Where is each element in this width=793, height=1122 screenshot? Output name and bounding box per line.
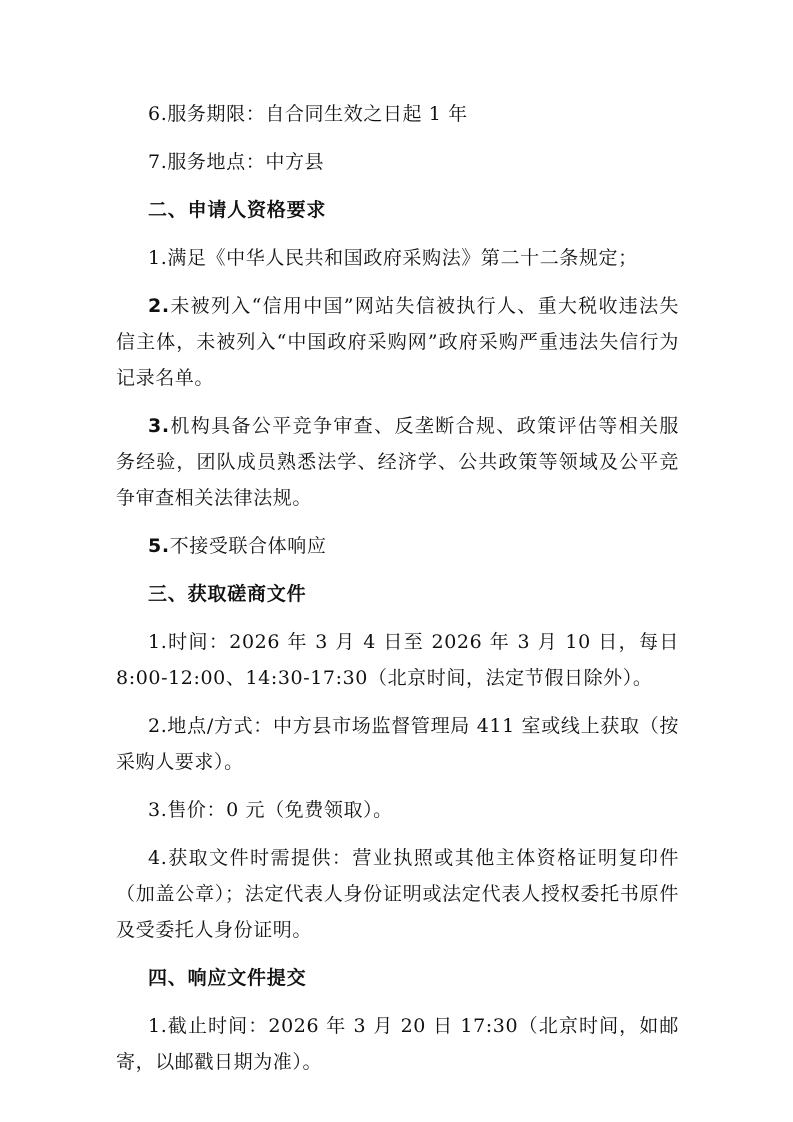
item-number: 3. — [148, 415, 170, 437]
obtain-place-value: 中方县市场监督管理局 411 室或线上获取（按采购人要求）。 — [116, 715, 679, 773]
document-body — [116, 96, 679, 1092]
section-heading-qualifications: 二、申请人资格要求 — [148, 199, 327, 221]
section-heading-obtain-documents: 三、获取磋商文件 — [148, 583, 307, 605]
section-heading-submission: 四、响应文件提交 — [148, 967, 307, 989]
required-docs-label: 4.获取文件时需提供： — [148, 847, 353, 869]
item-number: 5. — [148, 535, 170, 557]
service-period-value: 自合同生效之日起 1 年 — [265, 103, 468, 125]
obtain-place-label: 2.地点/方式： — [148, 715, 274, 737]
obtain-time-value: 2026 年 3 月 4 日至 2026 年 3 月 10 日，每日 8:00-12:00、14:30-17:30（北京时间，法定节假日除外）。 — [116, 631, 679, 689]
service-location-value: 中方县 — [265, 151, 325, 173]
required-docs-value: 营业执照或其他主体资格证明复印件（加盖公章）；法定代表人身份证明或法定代表人授权委托书原件及受委托人身份证明。 — [116, 847, 680, 941]
deadline-value: 2026 年 3 月 20 日 17:30（北京时间，如邮寄，以邮戳日期为准）。 — [116, 1015, 679, 1073]
deadline-line — [116, 1008, 679, 1080]
item-text: 未被列入“信用中国”网站失信被执行人、重大税收违法失信主体，未被列入“中国政府采购网”政府采购严重违法失信行为记录名单。 — [116, 295, 679, 389]
deadline-label: 1.截止时间： — [148, 1015, 269, 1037]
qualification-item-2 — [116, 288, 679, 396]
price-label: 3.售价： — [148, 799, 227, 821]
qualification-item-1: 1.满足《中华人民共和国政府采购法》第二十二条规定； — [148, 247, 638, 269]
price-line — [116, 792, 679, 828]
service-location-label: 7.服务地点： — [148, 151, 266, 173]
item-number: 2. — [148, 295, 170, 317]
qualification-item-3 — [116, 408, 679, 516]
obtain-time-label: 1.时间： — [148, 631, 230, 653]
service-period-label: 6.服务期限： — [148, 103, 266, 125]
qualification-item-5 — [116, 528, 679, 564]
item-text: 不接受联合体响应 — [169, 535, 327, 557]
service-location-line — [116, 144, 679, 180]
item-text: 机构具备公平竞争审查、反垄断合规、政策评估等相关服务经验，团队成员熟悉法学、经济学、公共政策等领域及公平竞争审查相关法律法规。 — [116, 415, 679, 509]
obtain-time-line — [116, 624, 679, 696]
required-docs-line — [116, 840, 679, 948]
service-period-line — [116, 96, 679, 132]
obtain-place-line — [116, 708, 679, 780]
price-value: 0 元（免费领取）。 — [226, 799, 393, 821]
